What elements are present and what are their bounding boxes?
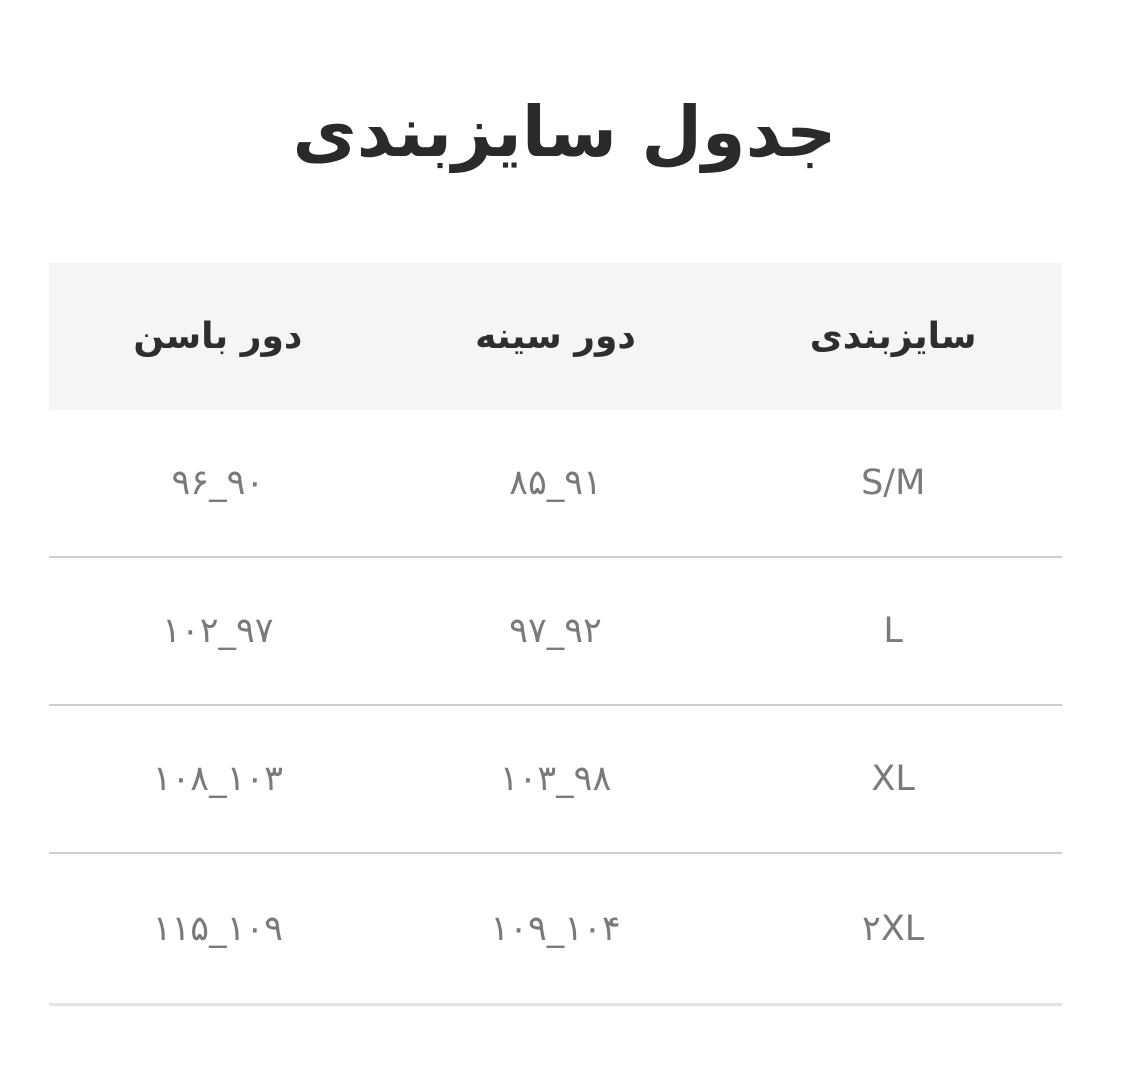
table-row-sm xyxy=(49,410,1062,558)
size-cell: ۲XL xyxy=(862,908,925,949)
column-header-hip: دور باسن xyxy=(133,316,303,357)
size-cell: XL xyxy=(871,759,915,799)
size-cell: L xyxy=(883,611,903,651)
hip-cell: ۱۰۸_۱۰۳ xyxy=(152,759,283,799)
table-row-l xyxy=(49,558,1062,706)
page-title: جدول سایزبندی xyxy=(292,90,837,173)
hip-cell: ۱۰۲_۹۷ xyxy=(162,611,274,651)
table-row-xl xyxy=(49,706,1062,854)
size-cell: S/M xyxy=(861,463,926,503)
chest-cell: ۱۰۳_۹۸ xyxy=(499,759,612,799)
chest-cell: ۱۰۹_۱۰۴ xyxy=(490,908,621,949)
size-chart-table xyxy=(49,263,1062,1006)
table-header-row xyxy=(49,263,1062,410)
column-header-size: سایزبندی xyxy=(809,316,977,357)
table-row-2xl xyxy=(49,854,1062,1006)
chest-cell: ۸۵_۹۱ xyxy=(509,463,602,503)
hip-cell: ۹۶_۹۰ xyxy=(171,463,265,503)
column-header-chest: دور سینه xyxy=(475,316,636,357)
hip-cell: ۱۱۵_۱۰۹ xyxy=(152,908,283,949)
chest-cell: ۹۷_۹۲ xyxy=(509,611,602,651)
